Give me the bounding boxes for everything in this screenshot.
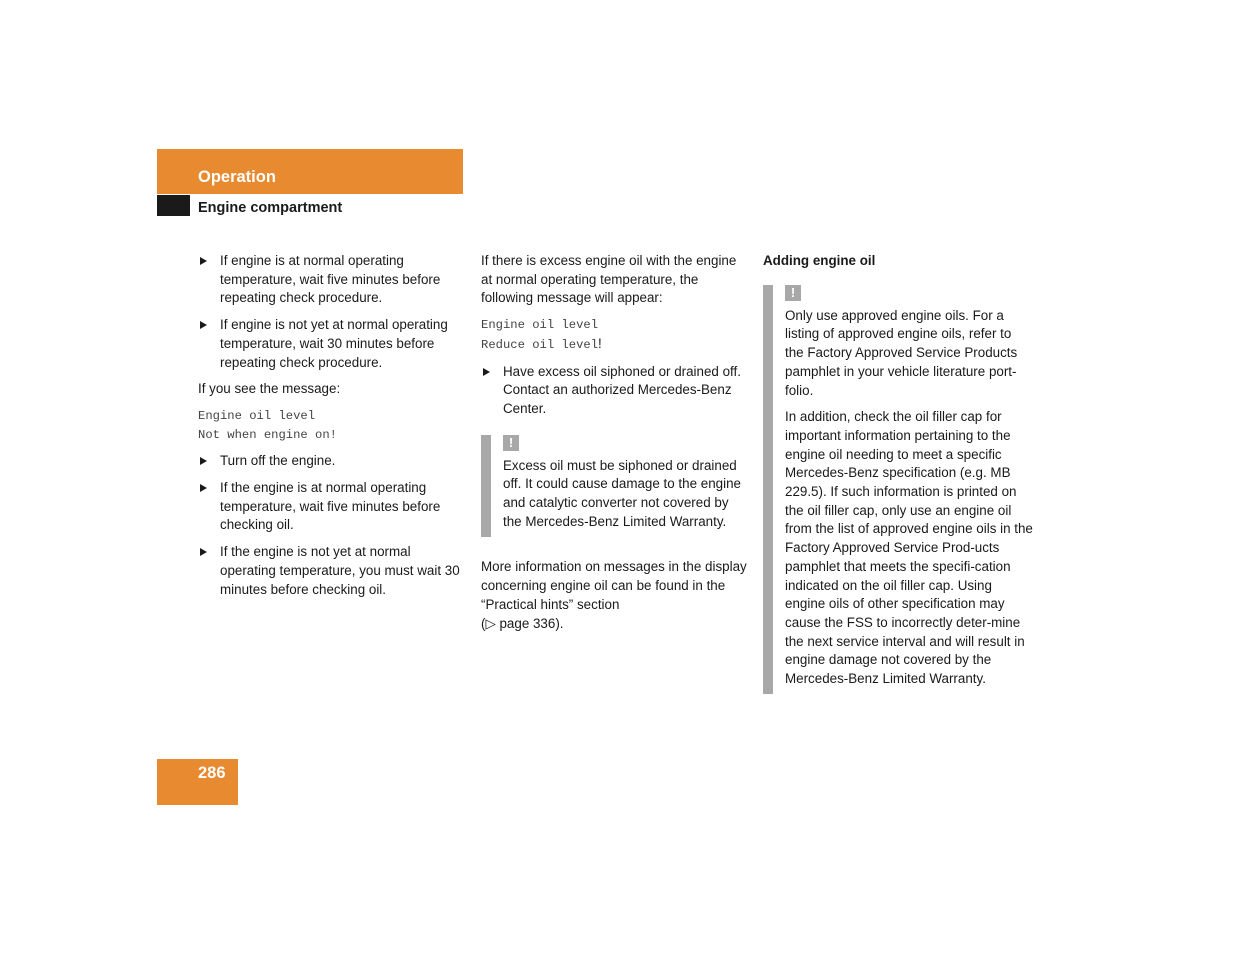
bullet-triangle-icon [200, 548, 207, 556]
section-heading: Adding engine oil [763, 253, 876, 268]
bullet-triangle-icon [200, 257, 207, 265]
list-item-text: Turn off the engine. [220, 453, 336, 469]
list-item [198, 452, 464, 471]
warning-note [763, 285, 1033, 694]
list-item [198, 543, 464, 599]
list-item [198, 316, 464, 372]
bullet-triangle-icon [200, 484, 207, 492]
display-message-line [481, 335, 747, 355]
display-message-text: Reduce oil level [481, 337, 599, 352]
warning-text: In addition, check the oil filler cap for important information pertaining to the engine oil needing to meet a specific Mercedes-Benz specification (e.g. MB 229.5). If such information is printed on the oil filler cap, only use an engine oil from the list of approved engine oils in the Factory Approved Service Prod-ucts pamphlet that meets the specifi-cation indicated on the oil filler cap. Using engine oils of other specification may cause the FSS to incorrectly deter-mine the next service interval and will result in engine damage not covered by the Mercedes-Benz Limited Warranty. [785, 409, 1033, 687]
column-right [763, 252, 1033, 694]
column-middle [481, 252, 747, 633]
display-message-exclamation: ! [598, 335, 602, 351]
display-message-line: Engine oil level [481, 318, 599, 333]
warning-icon: ! [785, 285, 801, 301]
page-number: 286 [198, 764, 226, 782]
warning-bar [481, 435, 491, 538]
list-item-text: If the engine is not yet at normal operating temperature, you must wait 30 minutes before checking oil. [220, 544, 460, 597]
list-item [198, 252, 464, 308]
page-reference: (▷ page 336). [481, 615, 564, 631]
warning-note [481, 435, 747, 538]
warning-text: Excess oil must be siphoned or drained off. It could cause damage to the engine and catalytic converter not covered by the Mercedes-Benz Limited Warranty. [503, 457, 741, 529]
display-message-line: Not when engine on! [198, 427, 337, 442]
section-title: Operation [198, 168, 276, 186]
message-intro: If you see the message: [198, 381, 341, 397]
excess-oil-intro: If there is excess engine oil with the engine at normal operating temperature, the following message will appear: [481, 253, 737, 306]
list-item-text: If engine is not yet at normal operating temperature, wait 30 minutes before repeating check procedure. [220, 317, 448, 370]
more-info-text: More information on messages in the display concerning engine oil can be found in the “Practical hints” section [481, 559, 747, 612]
warning-text: Only use approved engine oils. For a listing of approved engine oils, refer to the Factory Approved Service Products pamphlet in your vehicle literature port-folio. [785, 307, 1018, 398]
list-item-text: Have excess oil siphoned or drained off. Contact an authorized Mercedes-Benz Center. [503, 363, 741, 416]
bullet-triangle-icon [483, 368, 490, 376]
display-message-line: Engine oil level [198, 408, 316, 423]
column-left [198, 252, 464, 599]
subsection-title: Engine compartment [198, 200, 343, 216]
bullet-triangle-icon [200, 457, 207, 465]
list-item [481, 363, 747, 419]
warning-icon: ! [503, 435, 519, 451]
subsection-marker [157, 195, 190, 216]
list-item-text: If engine is at normal operating temperature, wait five minutes before repeating check procedure. [220, 253, 441, 306]
warning-bar [763, 285, 773, 694]
bullet-triangle-icon [200, 321, 207, 329]
list-item [198, 479, 464, 535]
list-item-text: If the engine is at normal operating temperature, wait five minutes before checking oil. [220, 480, 441, 533]
